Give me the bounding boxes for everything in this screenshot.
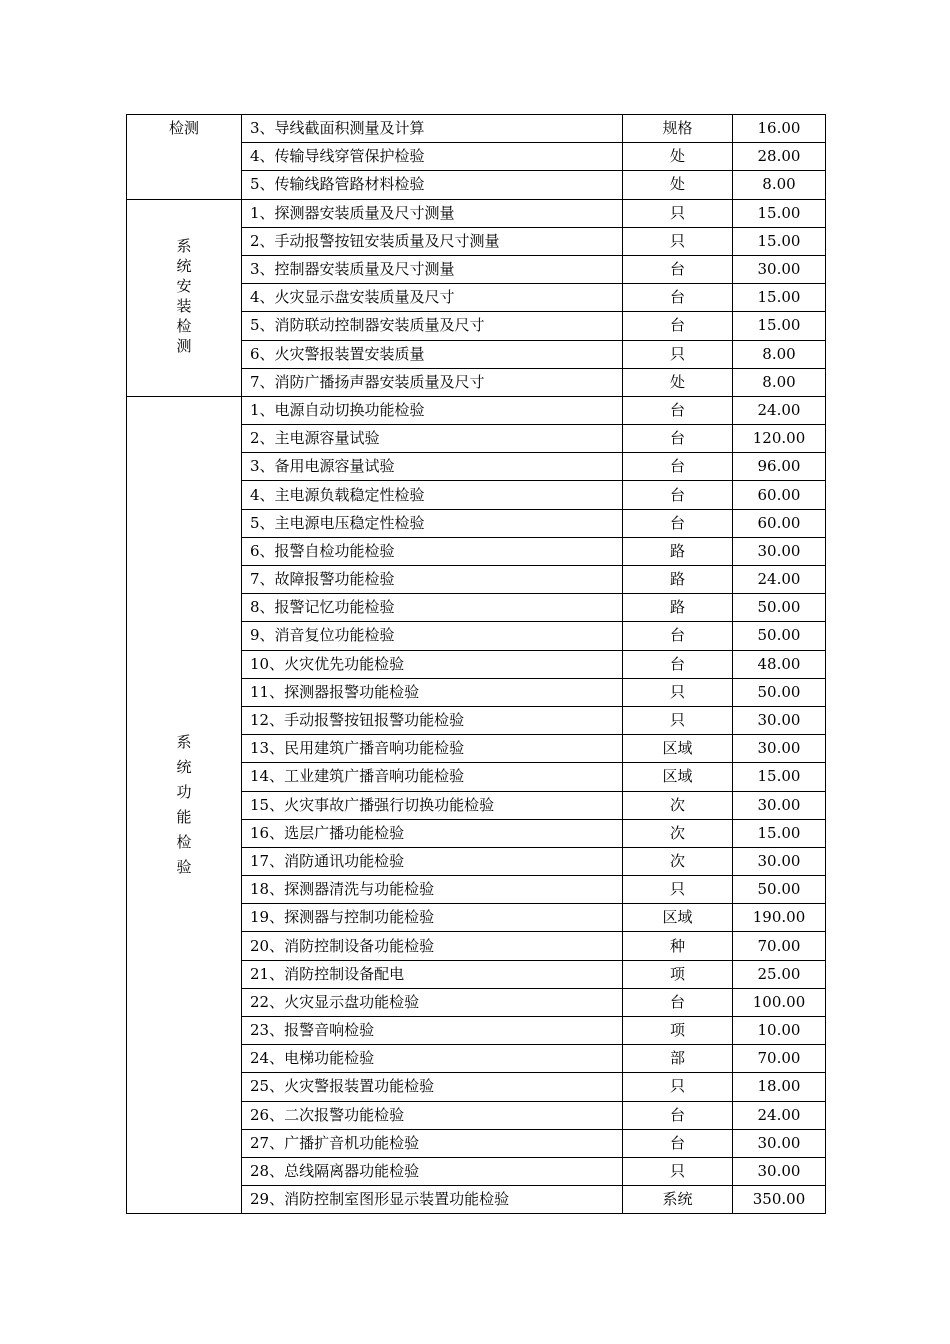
unit-cell: 只 [623,1073,733,1101]
unit-cell: 规格 [623,115,733,143]
price-cell: 25.00 [733,960,826,988]
unit-cell: 只 [623,227,733,255]
item-cell: 18、探测器清洗与功能检验 [242,876,623,904]
unit-cell: 项 [623,1017,733,1045]
unit-cell: 只 [623,1157,733,1185]
unit-cell: 次 [623,819,733,847]
item-cell: 29、消防控制室图形显示装置功能检验 [242,1186,623,1214]
group-label-cell [127,396,242,1213]
item-cell: 7、消防广播扬声器安装质量及尺寸 [242,368,623,396]
price-cell: 8.00 [733,171,826,199]
unit-cell: 路 [623,594,733,622]
item-cell: 3、导线截面积测量及计算 [242,115,623,143]
item-cell: 7、故障报警功能检验 [242,566,623,594]
item-cell: 13、民用建筑广播音响功能检验 [242,735,623,763]
item-cell: 5、传输线路管路材料检验 [242,171,623,199]
unit-cell: 台 [623,453,733,481]
unit-cell: 处 [623,368,733,396]
price-cell: 50.00 [733,876,826,904]
item-cell: 3、备用电源容量试验 [242,453,623,481]
item-cell: 25、火灾警报装置功能检验 [242,1073,623,1101]
price-cell: 8.00 [733,368,826,396]
table-row [127,199,826,227]
item-cell: 11、探测器报警功能检验 [242,678,623,706]
item-cell: 26、二次报警功能检验 [242,1101,623,1129]
item-cell: 3、控制器安装质量及尺寸测量 [242,255,623,283]
unit-cell: 部 [623,1045,733,1073]
unit-cell: 只 [623,199,733,227]
item-cell: 12、手动报警按钮报警功能检验 [242,706,623,734]
unit-cell: 台 [623,284,733,312]
price-cell: 70.00 [733,932,826,960]
price-cell: 24.00 [733,566,826,594]
item-cell: 22、火灾显示盘功能检验 [242,988,623,1016]
price-cell: 96.00 [733,453,826,481]
fee-table-body [127,115,826,1214]
price-cell: 18.00 [733,1073,826,1101]
item-cell: 1、电源自动切换功能检验 [242,396,623,424]
price-cell: 30.00 [733,791,826,819]
price-cell: 16.00 [733,115,826,143]
item-cell: 1、探测器安装质量及尺寸测量 [242,199,623,227]
price-cell: 50.00 [733,594,826,622]
item-cell: 24、电梯功能检验 [242,1045,623,1073]
unit-cell: 台 [623,425,733,453]
group-label: 系统功能检验 [176,732,192,876]
item-cell: 17、消防通讯功能检验 [242,847,623,875]
unit-cell: 台 [623,312,733,340]
price-cell: 30.00 [733,1157,826,1185]
price-cell: 60.00 [733,509,826,537]
price-cell: 15.00 [733,199,826,227]
item-cell: 28、总线隔离器功能检验 [242,1157,623,1185]
unit-cell: 只 [623,876,733,904]
table-row [127,115,826,143]
price-cell: 120.00 [733,425,826,453]
price-cell: 350.00 [733,1186,826,1214]
price-cell: 28.00 [733,143,826,171]
item-cell: 9、消音复位功能检验 [242,622,623,650]
unit-cell: 台 [623,1129,733,1157]
group-label-cell [127,115,242,200]
unit-cell: 系统 [623,1186,733,1214]
unit-cell: 台 [623,988,733,1016]
item-cell: 4、火灾显示盘安装质量及尺寸 [242,284,623,312]
price-cell: 30.00 [733,735,826,763]
price-cell: 10.00 [733,1017,826,1045]
price-cell: 50.00 [733,622,826,650]
item-cell: 5、消防联动控制器安装质量及尺寸 [242,312,623,340]
unit-cell: 种 [623,932,733,960]
price-cell: 30.00 [733,847,826,875]
price-cell: 24.00 [733,396,826,424]
item-cell: 8、报警记忆功能检验 [242,594,623,622]
unit-cell: 台 [623,650,733,678]
price-cell: 48.00 [733,650,826,678]
unit-cell: 区域 [623,763,733,791]
item-cell: 20、消防控制设备功能检验 [242,932,623,960]
unit-cell: 台 [623,481,733,509]
unit-cell: 台 [623,1101,733,1129]
unit-cell: 只 [623,706,733,734]
unit-cell: 台 [623,509,733,537]
group-label: 系统安装检测 [176,236,192,355]
item-cell: 15、火灾事故广播强行切换功能检验 [242,791,623,819]
table-row [127,396,826,424]
unit-cell: 台 [623,396,733,424]
unit-cell: 区域 [623,904,733,932]
unit-cell: 路 [623,566,733,594]
group-label-cell [127,199,242,396]
unit-cell: 次 [623,847,733,875]
unit-cell: 处 [623,143,733,171]
unit-cell: 路 [623,537,733,565]
item-cell: 10、火灾优先功能检验 [242,650,623,678]
item-cell: 2、主电源容量试验 [242,425,623,453]
unit-cell: 只 [623,340,733,368]
item-cell: 14、工业建筑广播音响功能检验 [242,763,623,791]
price-cell: 100.00 [733,988,826,1016]
price-cell: 60.00 [733,481,826,509]
price-cell: 15.00 [733,284,826,312]
price-cell: 15.00 [733,819,826,847]
price-cell: 30.00 [733,706,826,734]
group-label: 检测 [168,119,199,137]
price-cell: 15.00 [733,763,826,791]
price-cell: 190.00 [733,904,826,932]
item-cell: 4、传输导线穿管保护检验 [242,143,623,171]
item-cell: 6、报警自检功能检验 [242,537,623,565]
item-cell: 27、广播扩音机功能检验 [242,1129,623,1157]
unit-cell: 台 [623,255,733,283]
item-cell: 2、手动报警按钮安装质量及尺寸测量 [242,227,623,255]
fee-table [126,114,826,1214]
item-cell: 4、主电源负载稳定性检验 [242,481,623,509]
price-cell: 15.00 [733,227,826,255]
unit-cell: 处 [623,171,733,199]
unit-cell: 项 [623,960,733,988]
price-cell: 24.00 [733,1101,826,1129]
price-cell: 30.00 [733,537,826,565]
item-cell: 16、选层广播功能检验 [242,819,623,847]
item-cell: 6、火灾警报装置安装质量 [242,340,623,368]
price-cell: 8.00 [733,340,826,368]
price-cell: 30.00 [733,1129,826,1157]
item-cell: 21、消防控制设备配电 [242,960,623,988]
unit-cell: 台 [623,622,733,650]
item-cell: 19、探测器与控制功能检验 [242,904,623,932]
price-cell: 30.00 [733,255,826,283]
item-cell: 5、主电源电压稳定性检验 [242,509,623,537]
unit-cell: 次 [623,791,733,819]
unit-cell: 只 [623,678,733,706]
price-cell: 15.00 [733,312,826,340]
price-cell: 70.00 [733,1045,826,1073]
item-cell: 23、报警音响检验 [242,1017,623,1045]
unit-cell: 区域 [623,735,733,763]
price-cell: 50.00 [733,678,826,706]
